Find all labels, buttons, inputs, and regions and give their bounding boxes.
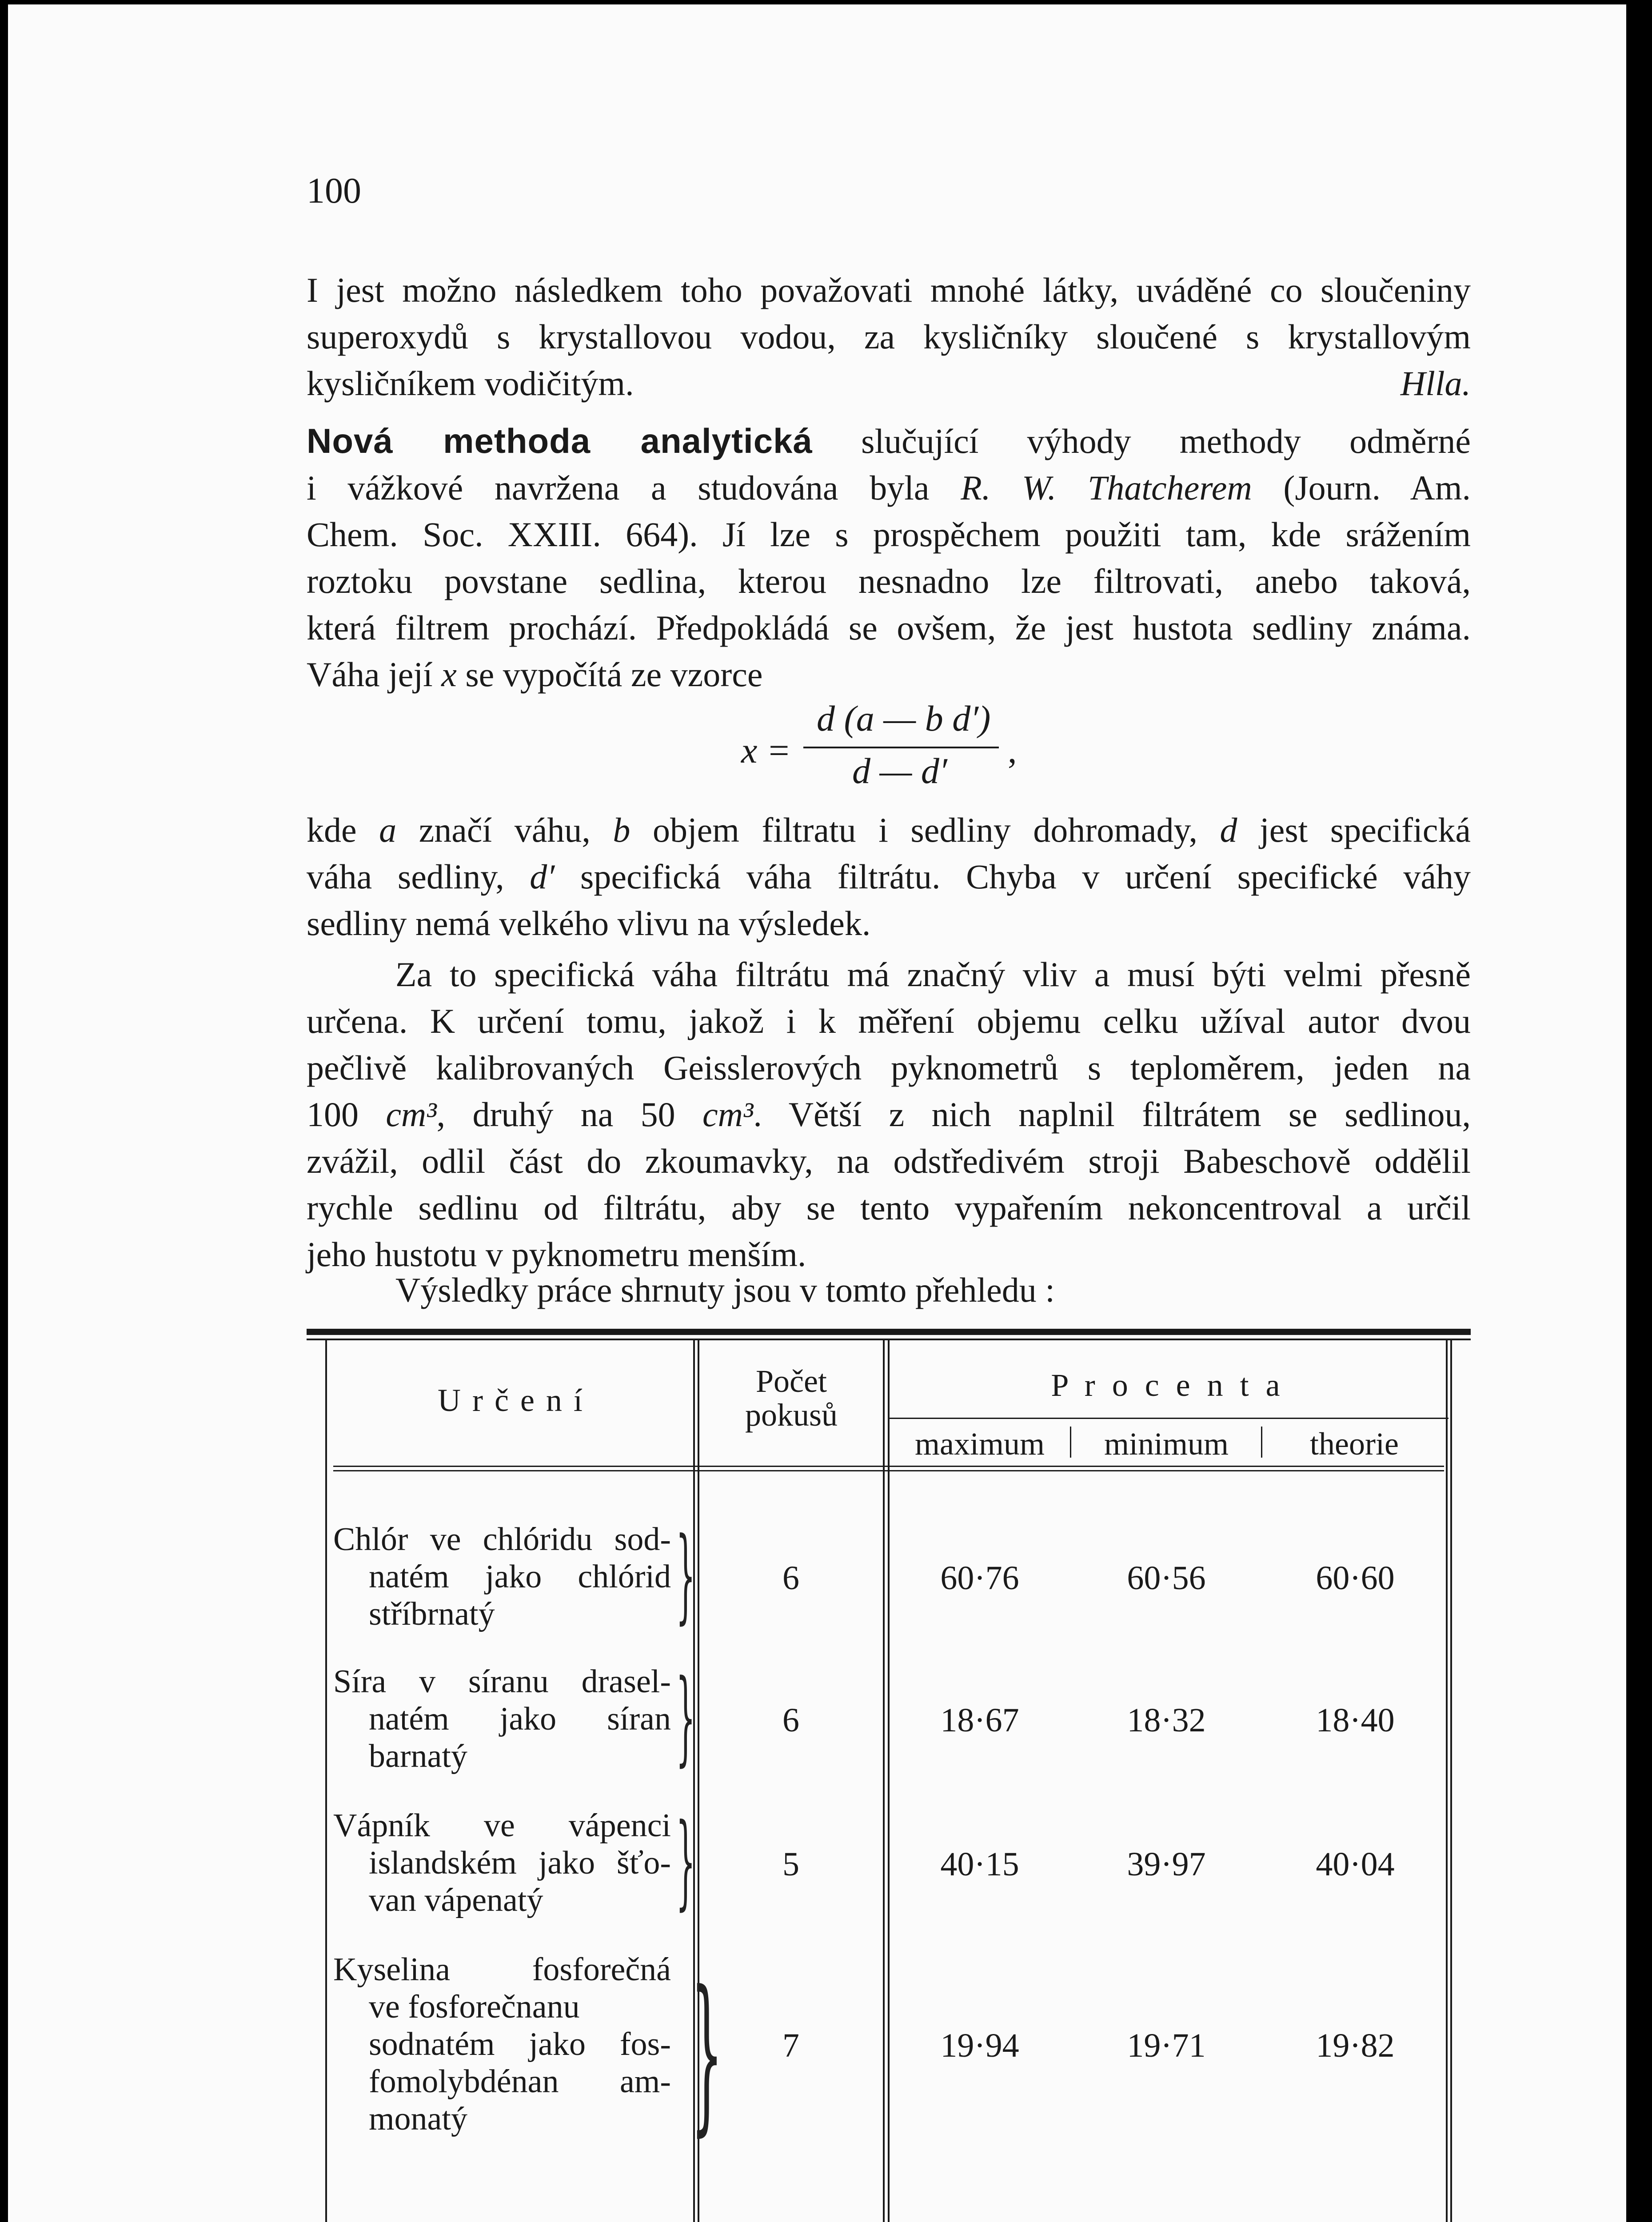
cell-theorie: 18·40 <box>1316 1702 1395 1739</box>
cell-maximum: 60·76 <box>940 1559 1019 1597</box>
header-theorie: theorie <box>1310 1426 1399 1462</box>
cell-pocet: 5 <box>782 1846 799 1883</box>
paragraph-measurement <box>307 951 1471 1278</box>
text-line: jeho hustotu v pyknometru menším. <box>307 1235 806 1274</box>
brace-icon: } <box>676 1658 696 1777</box>
table-top-rule <box>307 1329 1471 1335</box>
paragraph-new-method <box>307 418 1471 698</box>
cell-pocet: 6 <box>782 1559 799 1597</box>
page <box>8 4 1626 2222</box>
text-line: pečlivě kalibrovaných Geisslerových pyknometrů s teploměrem, jeden na <box>307 1048 1471 1087</box>
text-line: 100 cm³, druhý na 50 cm³. Větší z nich naplnil filtrátem se sedlinou, <box>307 1095 1471 1134</box>
text-line: kysličníkem vodičitým. Hlla. <box>307 360 1471 407</box>
header-procenta: P r o c e n t a <box>1051 1367 1285 1403</box>
brace-icon: } <box>676 1516 696 1635</box>
table-row-label: Síra v síranu drasel- natém jako síran barnatý <box>333 1663 671 1774</box>
cell-pocet: 7 <box>782 2027 799 2064</box>
formula-comma: , <box>1008 730 1017 771</box>
text-line: Za to specifická váha filtrátu má značný vliv a musí býti velmi přesně <box>395 955 1471 994</box>
table-right-rule <box>1450 1340 1452 2222</box>
author-signature: Hlla. <box>1400 364 1471 403</box>
text-line: I jest možno následkem toho považovati mnohé látky, uváděné co sloučeniny <box>307 271 1471 309</box>
cell-pocet: 6 <box>782 1702 799 1739</box>
cell-maximum: 19·94 <box>940 2027 1019 2064</box>
cell-minimum: 60·56 <box>1127 1559 1206 1597</box>
paragraph-results-intro <box>307 1267 1471 1313</box>
text-line: Nová methoda analytická slučující výhody methody odměrné <box>307 421 1471 460</box>
table-col-rule <box>888 1340 890 2222</box>
table-row-label: Kyselina fosforečná ve fosforečnanu sodnatém jako fos- fomolybdénan am- monatý <box>333 1951 671 2137</box>
cell-theorie: 60·60 <box>1316 1559 1395 1597</box>
header-urceni: U r č e n í <box>438 1383 584 1418</box>
header-rule <box>333 1470 1444 1471</box>
cell-minimum: 19·71 <box>1127 2027 1206 2064</box>
text-line: sedliny nemá velkého vlivu na výsledek. <box>307 904 871 943</box>
cell-maximum: 40·15 <box>940 1846 1019 1883</box>
text-line: určena. K určení tomu, jakož i k měření objemu celku užíval autor dvou <box>307 1002 1471 1040</box>
paragraph-variables <box>307 807 1471 947</box>
text-line: roztoku povstane sedlina, kterou nesnadno lze filtrovati, anebo taková, <box>307 562 1471 600</box>
subheader-divider <box>1261 1427 1262 1458</box>
text-line: Chem. Soc. XXIII. 664). Jí lze s prospěchem použiti tam, kde srážením <box>307 515 1471 554</box>
formula-numerator: d (a — b d′) <box>817 698 991 739</box>
cell-minimum: 39·97 <box>1127 1846 1206 1883</box>
formula <box>741 698 1097 795</box>
header-maximum: maximum <box>915 1426 1045 1462</box>
cell-theorie: 19·82 <box>1316 2027 1395 2064</box>
brace-icon: } <box>690 1954 723 2151</box>
table-left-rule <box>325 1340 327 2222</box>
formula-lhs: x = <box>741 730 791 771</box>
results-table <box>307 1329 1471 2222</box>
cell-theorie: 40·04 <box>1316 1846 1395 1883</box>
cell-minimum: 18·32 <box>1127 1702 1206 1739</box>
cell-maximum: 18·67 <box>940 1702 1019 1739</box>
subheader-divider <box>1070 1427 1071 1458</box>
header-pocet: Počet pokusů <box>745 1363 838 1433</box>
section-heading: Nová methoda analytická <box>307 421 813 460</box>
text-line: i vážkové navržena a studována byla R. W. Thatcherem (Journ. Am. <box>307 468 1471 507</box>
header-rule <box>333 1466 1444 1467</box>
text-line: Výsledky práce shrnuty jsou v tomto přehledu : <box>395 1271 1055 1309</box>
table-row-label: Vápník ve vápenci islandském jako šťo- van vápenatý <box>333 1807 671 1918</box>
text-line: která filtrem prochází. Předpokládá se ovšem, že jest hustota sedliny známa. <box>307 608 1471 647</box>
procenta-rule <box>889 1418 1448 1419</box>
text-line: zvážil, odlil část do zkoumavky, na odstředivém stroji Babeschově oddělil <box>307 1142 1471 1180</box>
text-line: Váha její x se vypočítá ze vzorce <box>307 655 763 694</box>
header-minimum: minimum <box>1104 1426 1229 1462</box>
table-col-rule <box>883 1340 885 2222</box>
text-line: váha sedliny, d′ specifická váha filtrátu. Chyba v určení specifické váhy <box>307 857 1471 896</box>
paragraph-superoxides <box>307 267 1471 407</box>
text-line: kde a značí váhu, b objem filtratu i sedliny dohromady, d jest specifická <box>307 811 1471 849</box>
table-right-rule <box>1446 1340 1448 2222</box>
page-number: 100 <box>307 170 361 211</box>
fraction-bar <box>803 747 999 748</box>
text-line: superoxydů s krystallovou vodou, za kysličníky sloučené s krystallovým <box>307 317 1471 356</box>
author-name: R. W. Thatcherem <box>961 468 1252 507</box>
brace-icon: } <box>676 1802 696 1921</box>
table-row-label: Chlór ve chlóridu sod- natém jako chlórid stříbrnatý <box>333 1521 671 1632</box>
text-line: rychle sedlinu od filtrátu, aby se tento vypařením nekoncentroval a určil <box>307 1188 1471 1227</box>
formula-denominator: d — d′ <box>852 751 947 791</box>
